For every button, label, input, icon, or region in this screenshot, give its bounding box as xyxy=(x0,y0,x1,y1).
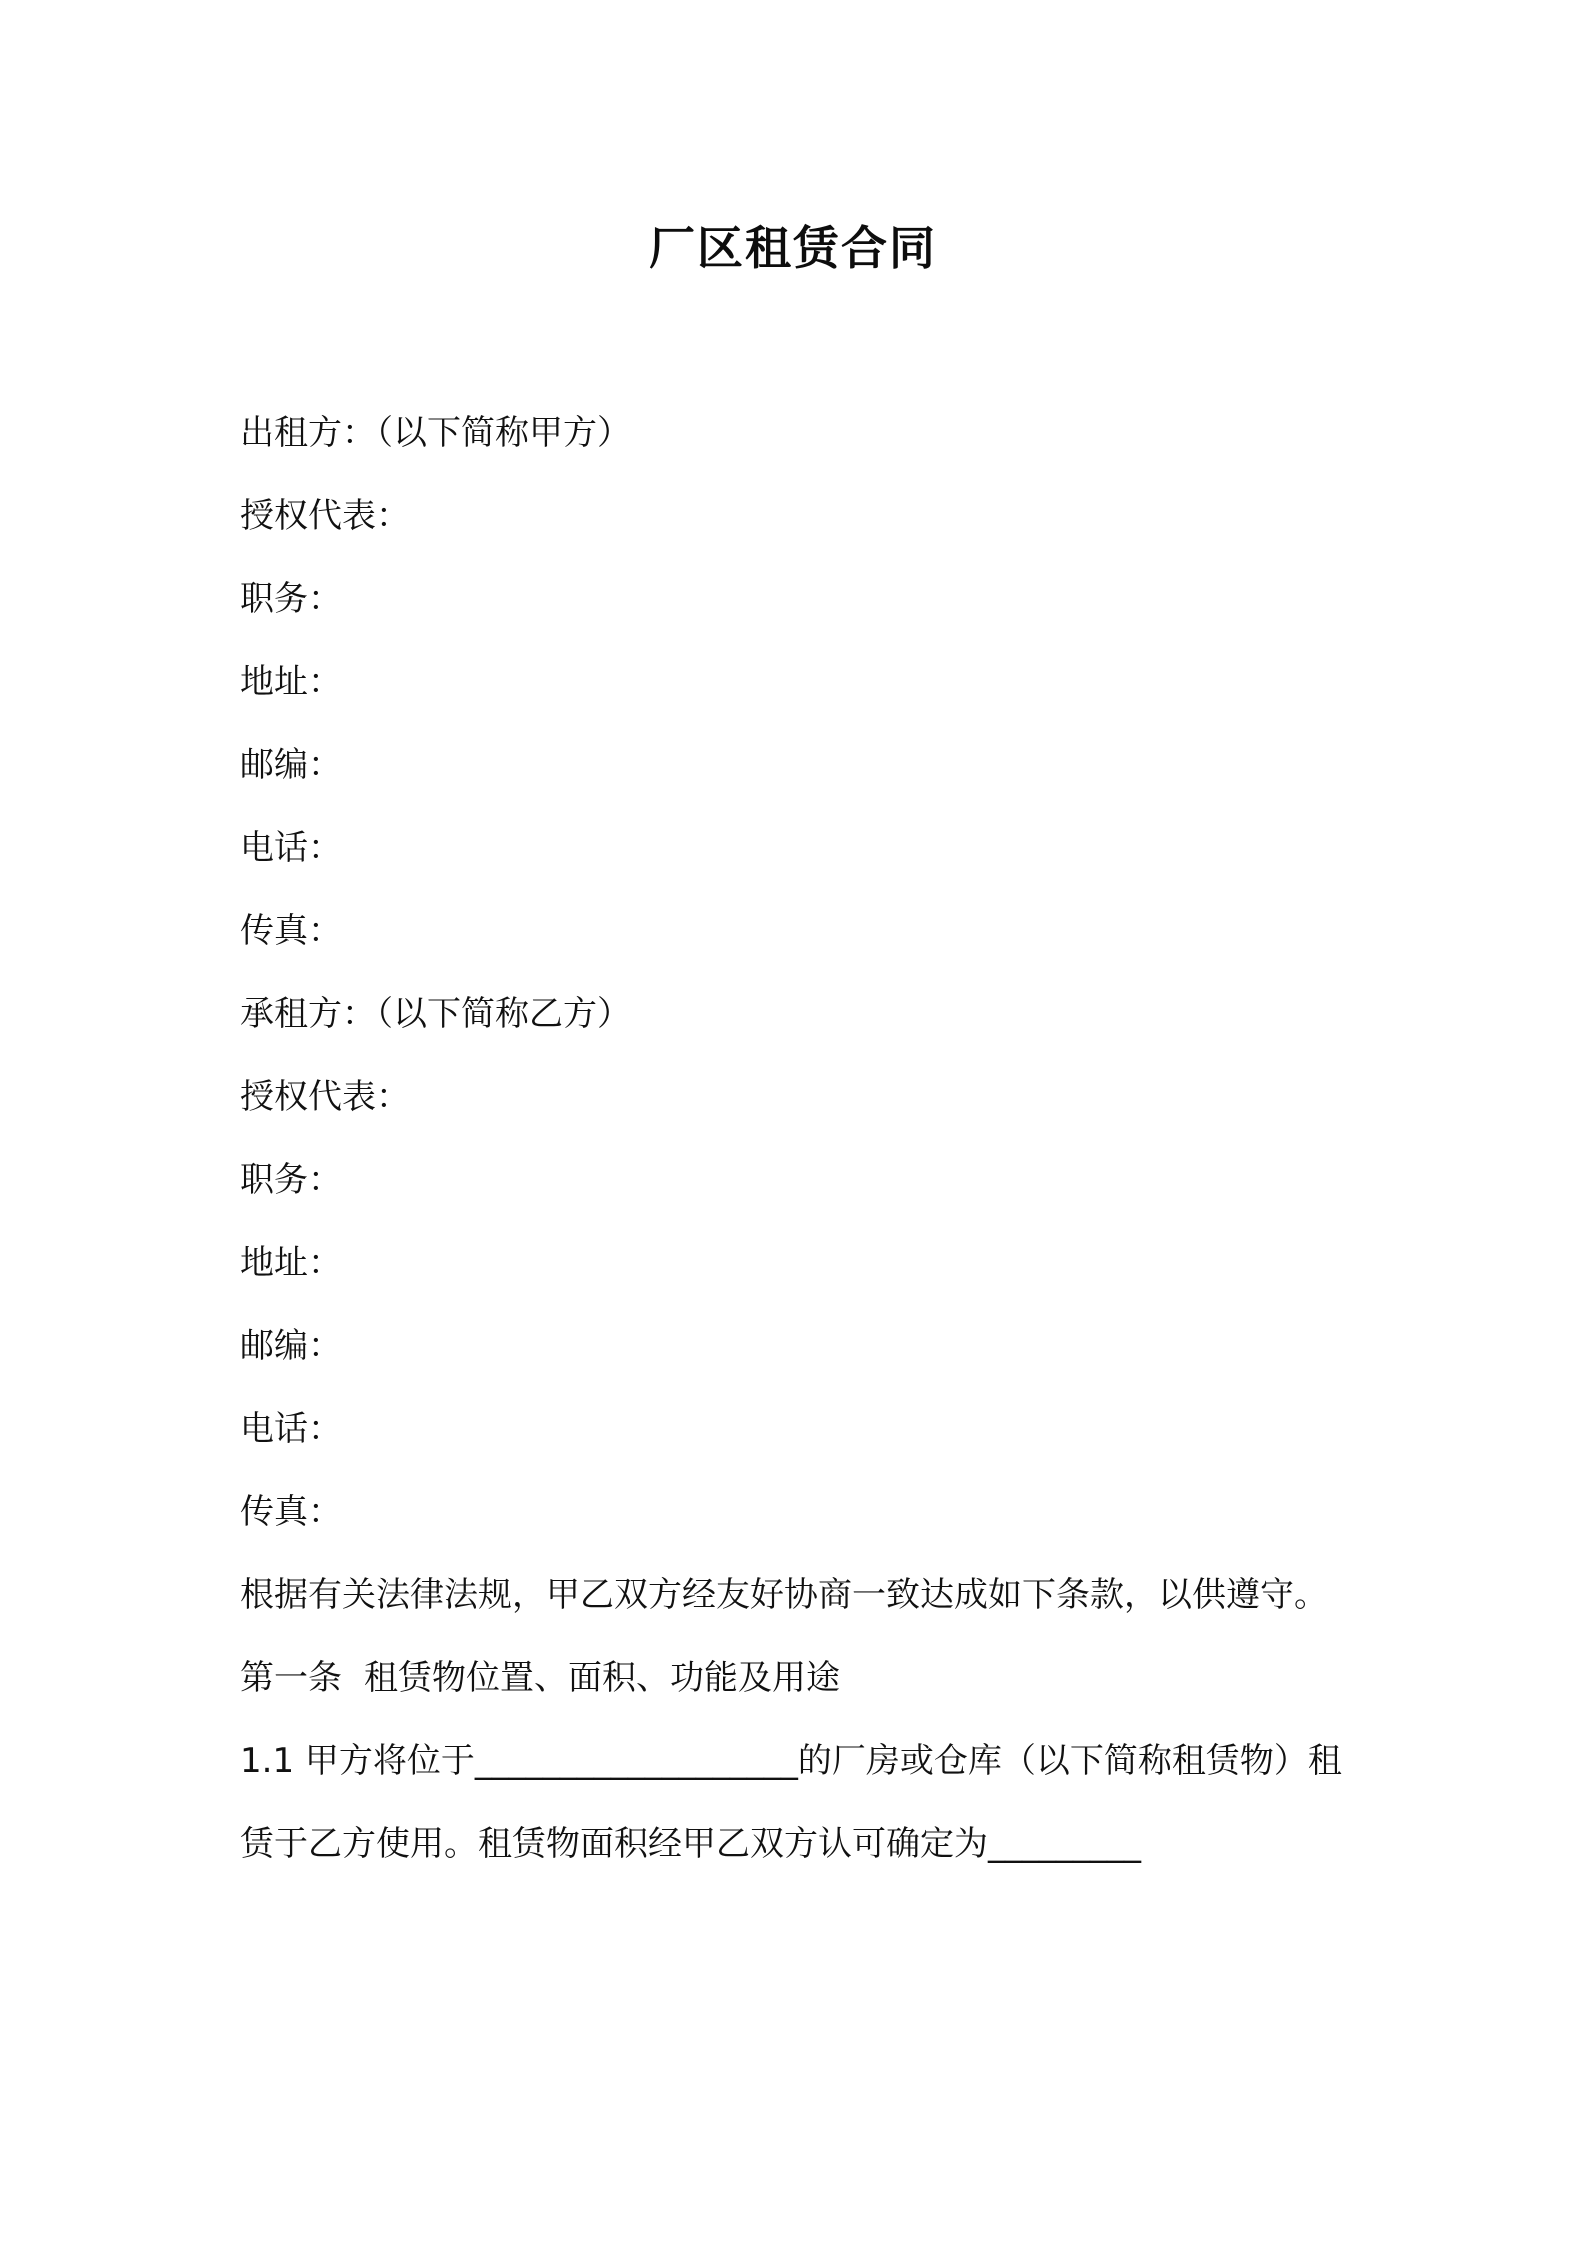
party-b-heading: 承租方：（以下简称乙方） xyxy=(240,994,631,1034)
article-1-number: 第一条 xyxy=(240,1658,342,1698)
party-b-postcode: 邮编： xyxy=(240,1326,342,1366)
document-body xyxy=(240,406,1360,1900)
document-title: 厂区租赁合同 xyxy=(649,221,937,275)
party-b-phone: 电话： xyxy=(240,1409,342,1449)
party-b-fax: 传真： xyxy=(240,1492,342,1532)
party-a-phone: 电话： xyxy=(240,828,342,868)
article-1-title: 租赁物位置、面积、功能及用途 xyxy=(364,1658,840,1698)
party-a-position: 职务： xyxy=(240,579,342,619)
party-a-fax: 传真： xyxy=(240,911,342,951)
party-a-postcode: 邮编： xyxy=(240,745,342,785)
party-a-address: 地址： xyxy=(240,662,342,702)
clause-1-1: 1.1 甲方将位于___________________的厂房或仓库（以下简称租赁物）租赁于乙方使用。租赁物面积经甲乙双方认可确定为_________ xyxy=(240,1741,1342,1864)
party-a-rep: 授权代表： xyxy=(240,496,410,536)
party-b-address: 地址： xyxy=(240,1243,342,1283)
preamble-paragraph: 根据有关法律法规，甲乙双方经友好协商一致达成如下条款，以供遵守。 xyxy=(240,1575,1328,1615)
party-a-heading: 出租方：（以下简称甲方） xyxy=(240,413,631,453)
party-b-position: 职务： xyxy=(240,1160,342,1200)
party-b-rep: 授权代表： xyxy=(240,1077,410,1117)
